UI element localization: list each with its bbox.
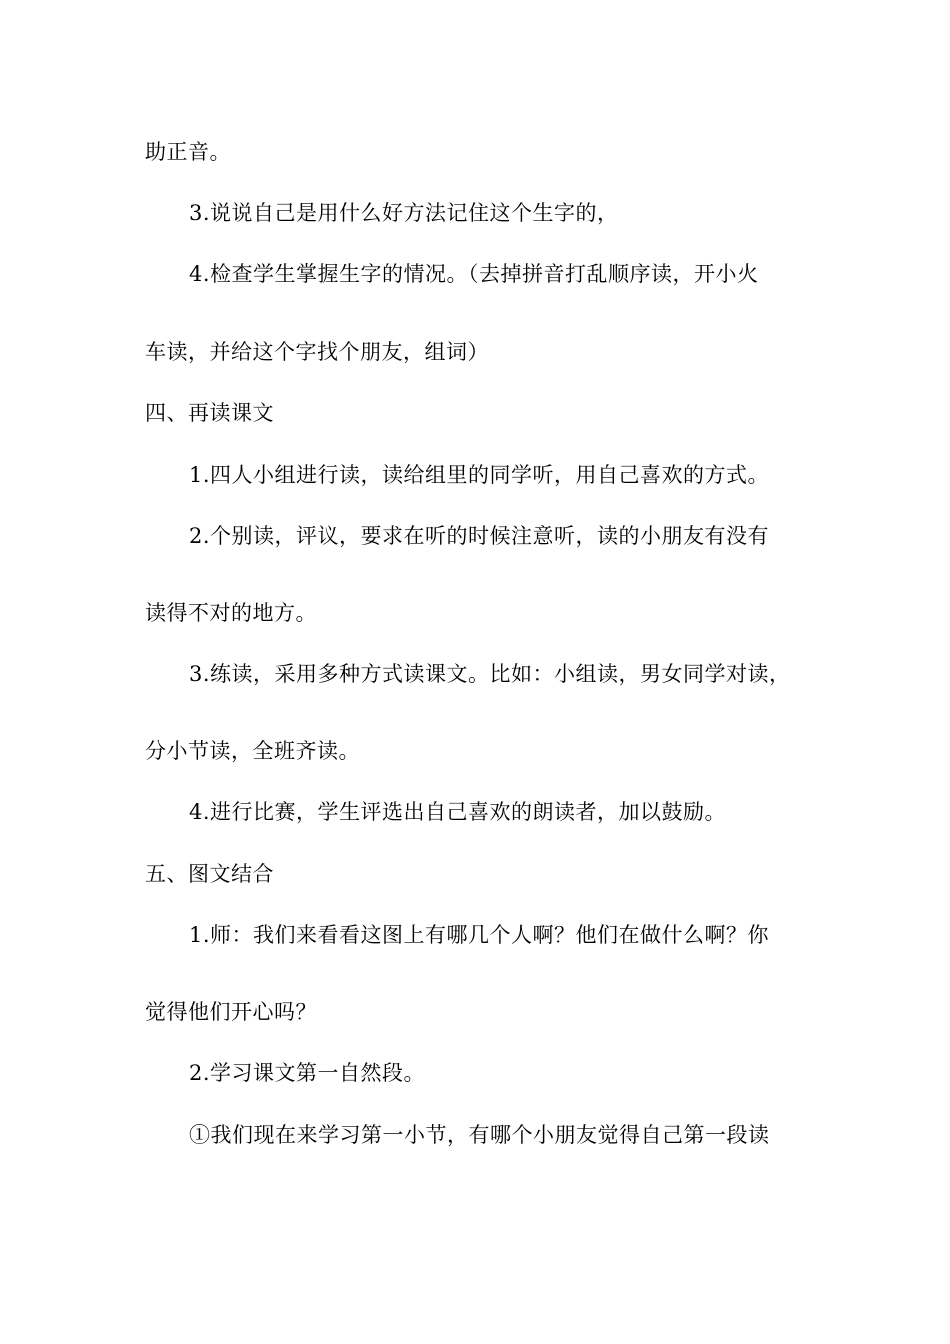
paragraph-line: ①我们现在来学习第一小节，有哪个小朋友觉得自己第一段读 <box>189 1123 770 1147</box>
paragraph-line: 3.练读，采用多种方式读课文。比如：小组读，男女同学对读， <box>189 662 791 686</box>
paragraph-line: 读得不对的地方。 <box>145 601 317 625</box>
paragraph-line: 车读，并给这个字找个朋友，组词） <box>145 340 489 364</box>
paragraph-line: 3.说说自己是用什么好方法记住这个生字的， <box>189 201 619 225</box>
paragraph-line: 2.学习课文第一自然段。 <box>189 1061 426 1085</box>
paragraph-line: 助正音。 <box>145 140 231 164</box>
paragraph-line: 分小节读，全班齐读。 <box>145 739 360 763</box>
paragraph-line: 觉得他们开心吗？ <box>145 1000 317 1024</box>
paragraph-line: 4.进行比赛，学生评选出自己喜欢的朗读者，加以鼓励。 <box>189 800 727 824</box>
paragraph-line: 1.四人小组进行读，读给组里的同学听，用自己喜欢的方式。 <box>189 463 770 487</box>
section-heading: 四、再读课文 <box>145 401 274 425</box>
paragraph-line: 2.个别读，评议，要求在听的时候注意听，读的小朋友有没有 <box>189 524 770 548</box>
section-heading: 五、图文结合 <box>145 862 274 886</box>
paragraph-line: 4.检查学生掌握生字的情况。（去掉拼音打乱顺序读，开小火 <box>189 262 759 286</box>
paragraph-line: 1.师：我们来看看这图上有哪几个人啊？他们在做什么啊？你 <box>189 923 770 947</box>
